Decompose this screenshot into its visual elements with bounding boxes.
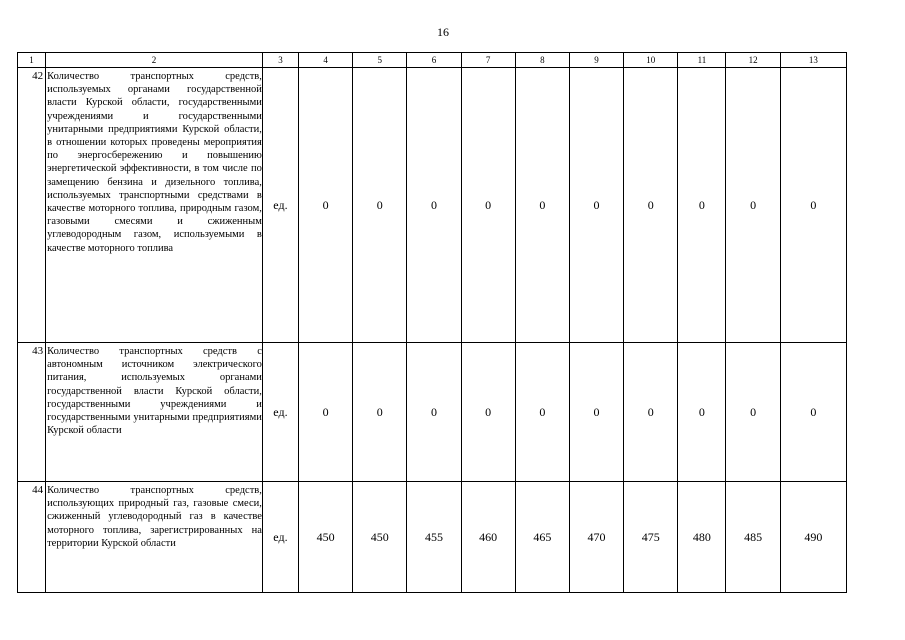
- value-cell: 475: [624, 482, 678, 593]
- value-cell: 0: [515, 68, 569, 343]
- header-cell: 10: [624, 53, 678, 68]
- header-cell: 9: [569, 53, 623, 68]
- row-description: Количество транспортных средств с автономным источником электрического питания, используемых органами государственной власти Курской области, государственными учреждениями и государственными унитарными предприятиями Курской области: [46, 343, 263, 482]
- row-number: 44: [18, 482, 46, 593]
- header-cell: 11: [678, 53, 726, 68]
- row-unit: ед.: [262, 482, 298, 593]
- table-row: [18, 343, 847, 482]
- row-number: 43: [18, 343, 46, 482]
- table-row: [18, 68, 847, 343]
- header-cell: 2: [46, 53, 263, 68]
- value-cell: 0: [624, 343, 678, 482]
- header-cell: 8: [515, 53, 569, 68]
- table-row: [18, 482, 847, 593]
- value-cell: 0: [461, 68, 515, 343]
- row-description: Количество транспортных средств, используемых органами государственной власти Курской области, государственными учреждениями и государственными унитарными предприятиями Курской области, в отношении которых проведены мероприятия по энергосбережению и повышению энергетической эффективности, в том числе по замещению бензина и дизельного топлива, используемых транспортными средствами в качестве моторного топлива, природным газом, газовыми смесями и сжиженным углеводородным газом, используемыми в качестве моторного топлива: [46, 68, 263, 343]
- header-cell: 1: [18, 53, 46, 68]
- page-number: 16: [437, 25, 449, 39]
- value-cell: 0: [780, 68, 846, 343]
- value-cell: 460: [461, 482, 515, 593]
- value-cell: 0: [353, 343, 407, 482]
- value-cell: 465: [515, 482, 569, 593]
- value-cell: 0: [461, 343, 515, 482]
- header-cell: 6: [407, 53, 461, 68]
- value-cell: 0: [299, 68, 353, 343]
- value-cell: 470: [569, 482, 623, 593]
- row-description: Количество транспортных средств, использующих природный газ, газовые смеси, сжиженный углеводородный газ в качестве моторного топлива, зарегистрированных на территории Курской области: [46, 482, 263, 593]
- value-cell: 0: [515, 343, 569, 482]
- value-cell: 0: [407, 343, 461, 482]
- value-cell: 0: [407, 68, 461, 343]
- value-cell: 0: [726, 343, 780, 482]
- row-unit: ед.: [262, 343, 298, 482]
- indicator-table: [17, 52, 847, 593]
- value-cell: 0: [353, 68, 407, 343]
- value-cell: 0: [569, 68, 623, 343]
- value-cell: 490: [780, 482, 846, 593]
- row-unit: ед.: [262, 68, 298, 343]
- header-cell: 13: [780, 53, 846, 68]
- value-cell: 0: [569, 343, 623, 482]
- value-cell: 0: [678, 68, 726, 343]
- value-cell: 455: [407, 482, 461, 593]
- table-header-row: [18, 53, 847, 68]
- value-cell: 0: [299, 343, 353, 482]
- value-cell: 0: [726, 68, 780, 343]
- header-cell: 3: [262, 53, 298, 68]
- value-cell: 0: [624, 68, 678, 343]
- header-cell: 4: [299, 53, 353, 68]
- header-cell: 7: [461, 53, 515, 68]
- value-cell: 450: [353, 482, 407, 593]
- value-cell: 0: [780, 343, 846, 482]
- row-number: 42: [18, 68, 46, 343]
- value-cell: 480: [678, 482, 726, 593]
- value-cell: 450: [299, 482, 353, 593]
- header-cell: 12: [726, 53, 780, 68]
- value-cell: 0: [678, 343, 726, 482]
- header-cell: 5: [353, 53, 407, 68]
- value-cell: 485: [726, 482, 780, 593]
